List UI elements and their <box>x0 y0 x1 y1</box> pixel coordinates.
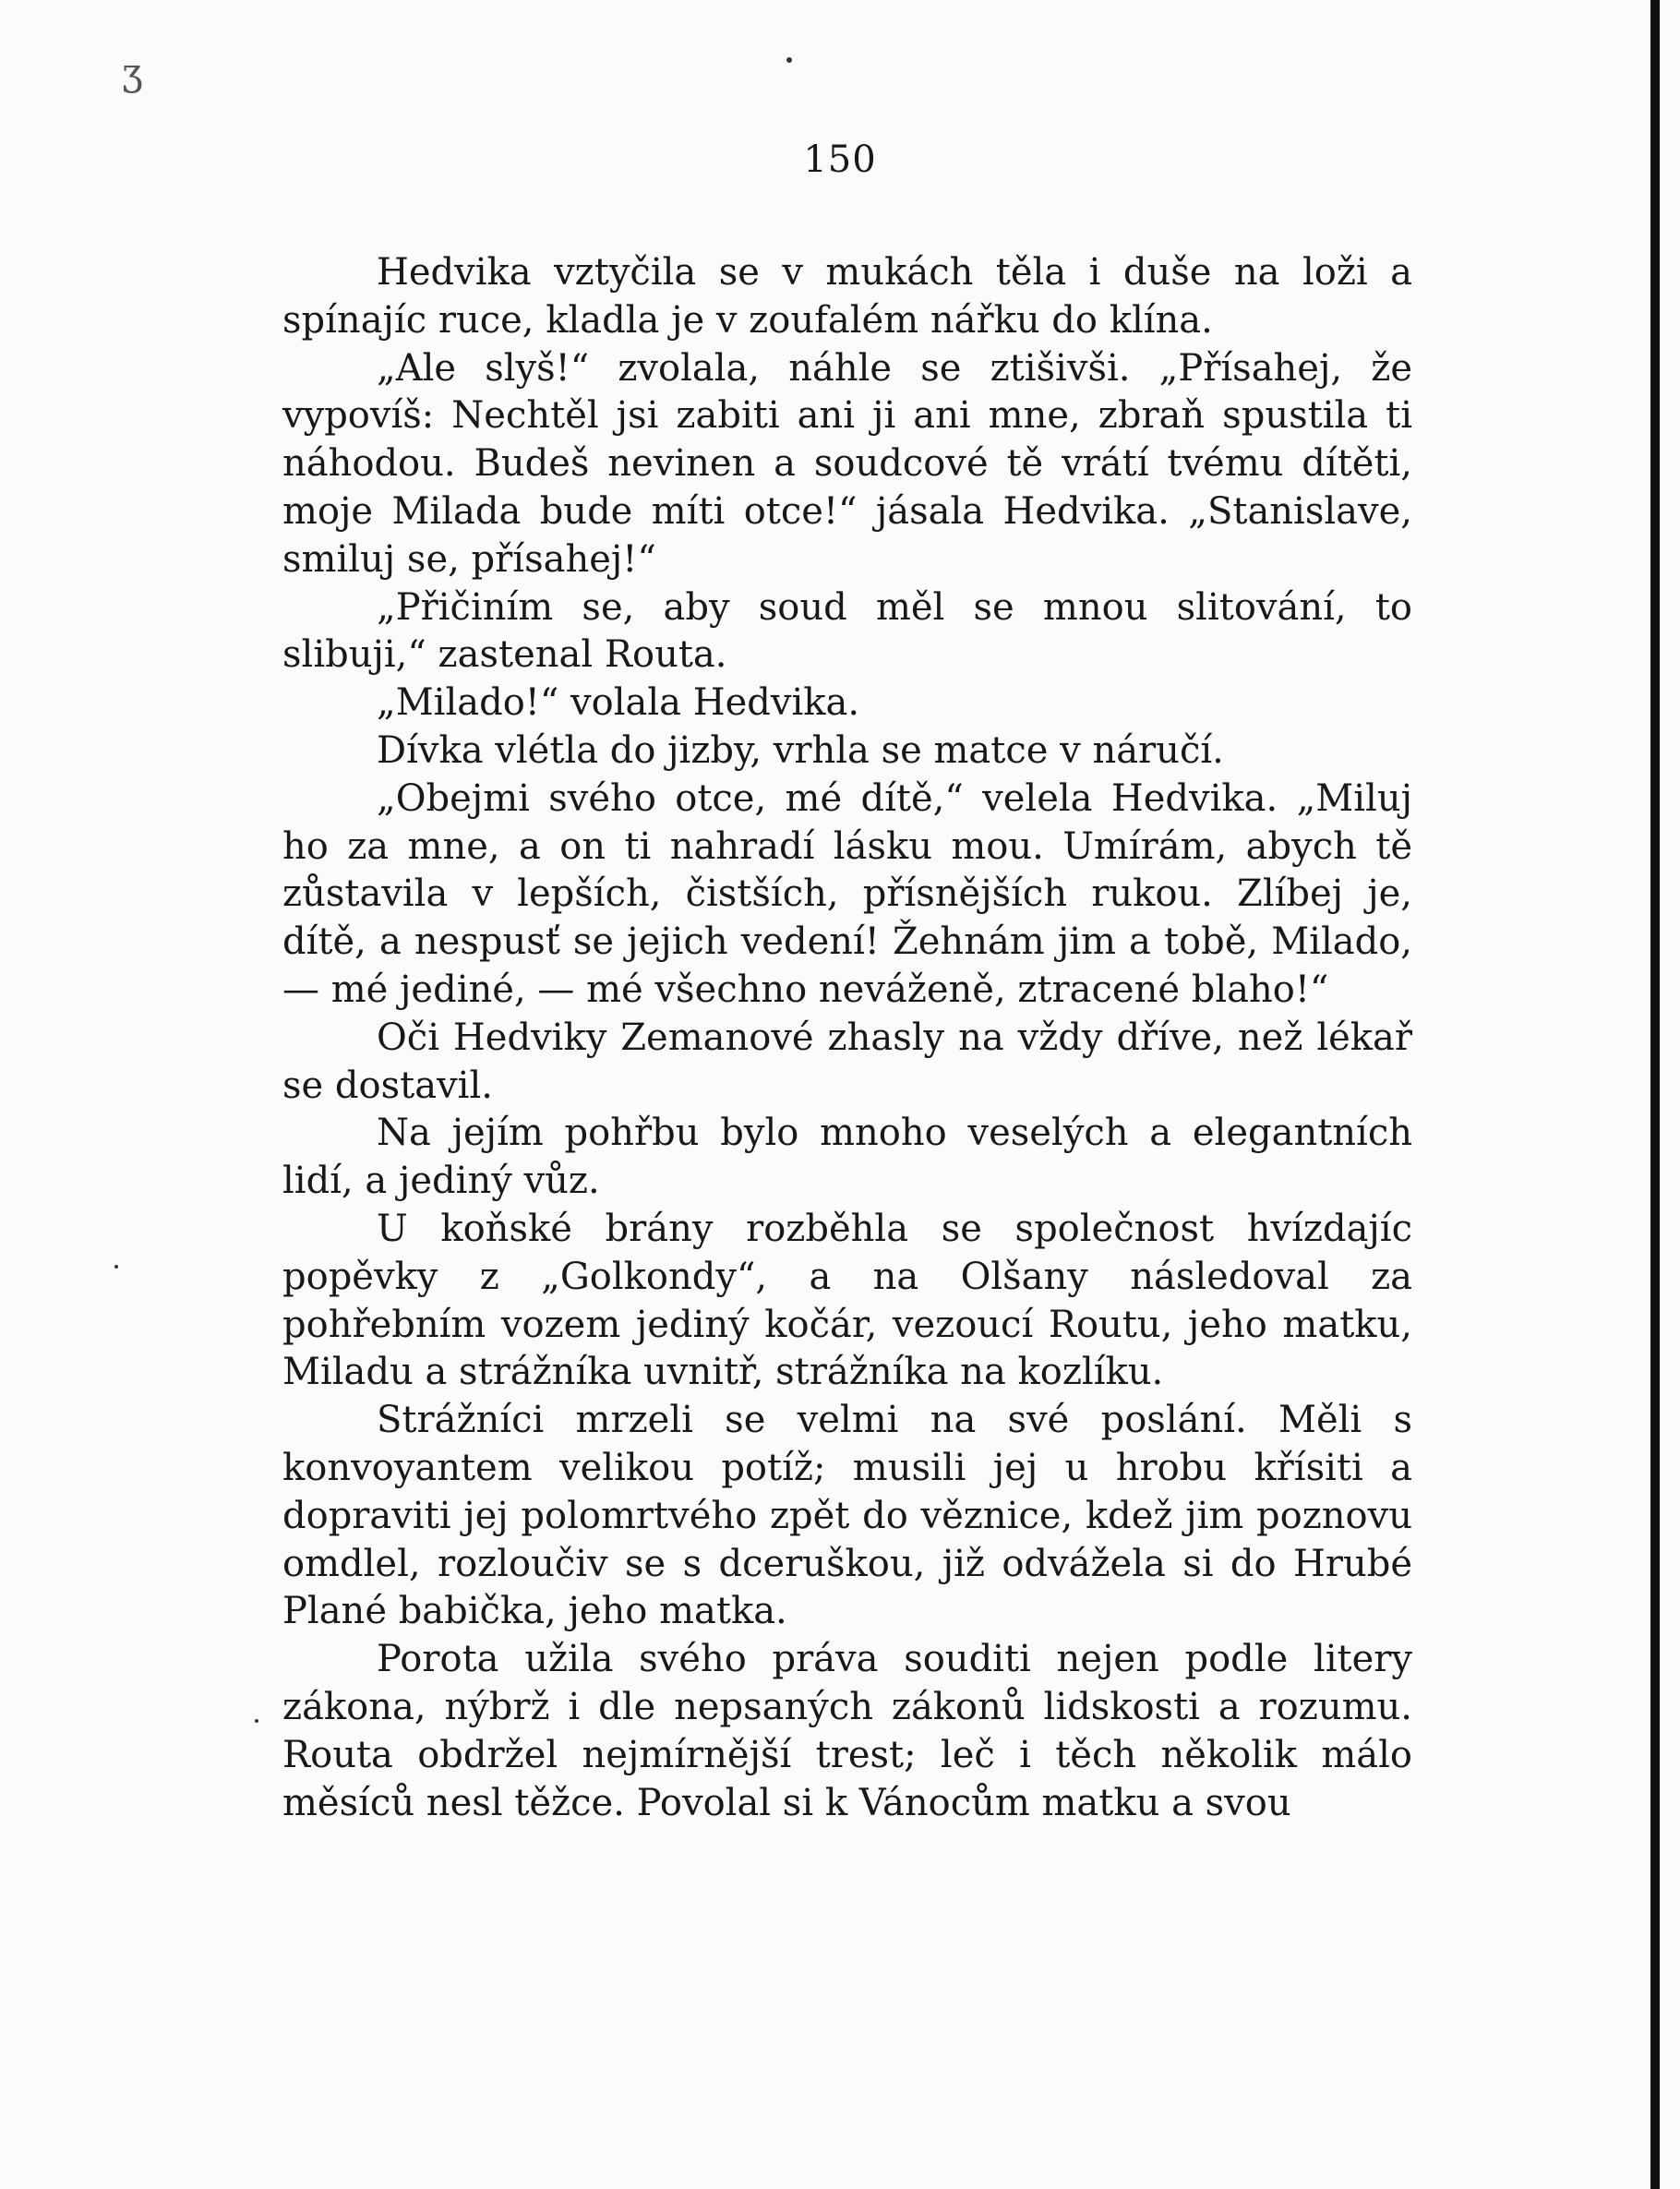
page-edge-border <box>1650 0 1660 2189</box>
corner-mark: ʒ <box>122 52 143 94</box>
body-text <box>282 249 1412 1827</box>
paragraph: „Milado!“ volala Hedvika. <box>377 681 860 725</box>
print-speck <box>786 57 792 63</box>
print-speck <box>114 1265 118 1269</box>
paragraph: U koňské brány rozběhla se společnost hvízdajíc popěvky z „Golkondy“, a na Olšany následoval za pohřebním vozem jediný kočár, vezoucí Routu, jeho matku, Miladu a strážníka uvnitř, strážníka na kozlíku. <box>282 1207 1412 1394</box>
page-number: 150 <box>803 138 877 181</box>
paragraph: Porota užila svého práva souditi nejen podle litery zákona, nýbrž i dle nepsaných zákonů lidskosti a rozumu. Routa obdržel nejmírnější trest; leč i těch několik málo měsíců nesl těžce. Povolal si k Vánocům matku a svou <box>282 1638 1412 1824</box>
paragraph: „Obejmi svého otce, mé dítě,“ velela Hedvika. „Miluj ho za mne, a on ti nahradí lásku mou. Umírám, abych tě zůstavila v lepších, čistších, přísnějších rukou. Zlíbej je, dítě, a nespusť se jejich vedení! Žehnám jim a tobě, Milado, — mé jediné, — mé všechno neváženě, ztracené blaho!“ <box>282 776 1412 1011</box>
paragraph: Oči Hedviky Zemanové zhasly na vždy dříve, než lékař se dostavil. <box>282 1016 1412 1107</box>
print-speck <box>255 1719 258 1723</box>
paragraph: Dívka vlétla do jizby, vrhla se matce v náručí. <box>377 728 1224 772</box>
paragraph: Strážníci mrzeli se velmi na své poslání. Měli s konvoyantem velikou potíž; musili jej u hrobu křísiti a dopraviti jej polomrtvého zpět do věznice, kdež jim poznovu omdlel, rozloučiv se s dceruškou, již odvážela si do Hrubé Plané babička, jeho matka. <box>282 1399 1412 1633</box>
paragraph: „Přičiním se, aby soud měl se mnou slitování, to slibuji,“ zastenal Routa. <box>282 585 1412 677</box>
paragraph: Hedvika vztyčila se v mukách těla i duše na loži a spínajíc ruce, kladla je v zoufalém nářku do klína. <box>282 251 1412 342</box>
paragraph: Na jejím pohřbu bylo mnoho veselých a elegantních lidí, a jediný vůz. <box>282 1112 1412 1203</box>
paragraph: „Ale slyš!“ zvolala, náhle se ztišivši. „Přísahej, že vypovíš: Nechtěl jsi zabiti ani ji ani mne, zbraň spustila ti náhodou. Budeš nevinen a soudcové tě vrátí tvému dítěti, moje Milada bude míti otce!“ jásala Hedvika. „Stanislave, smiluj se, přísahej!“ <box>282 346 1412 581</box>
